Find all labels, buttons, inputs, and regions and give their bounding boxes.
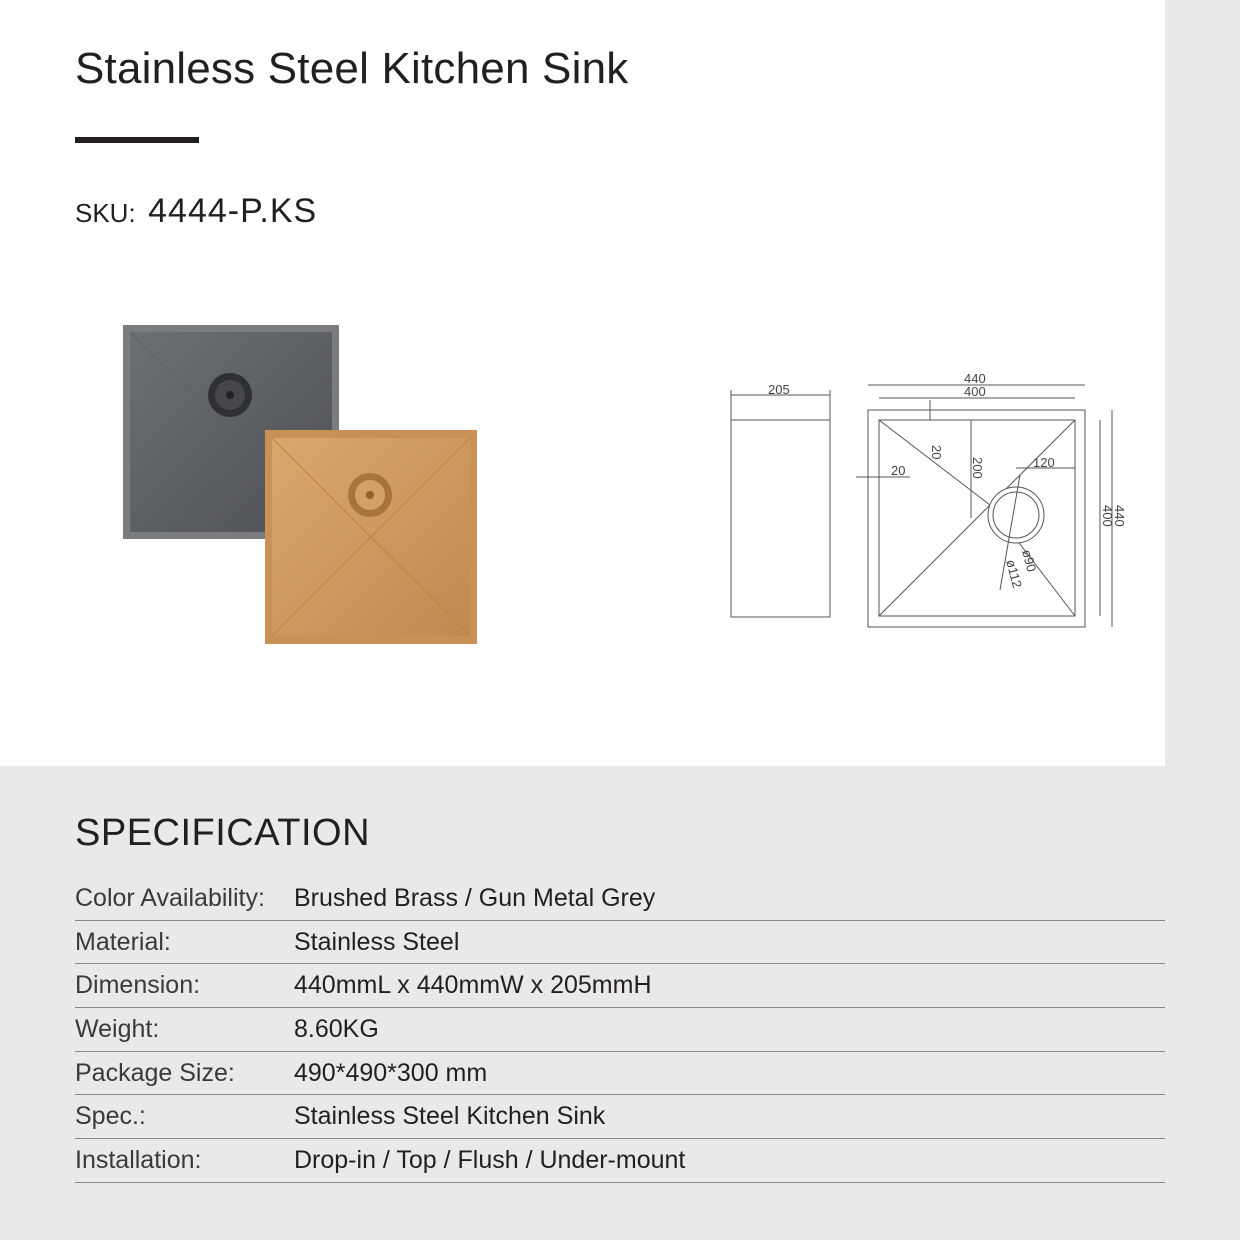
dim-top-margin: 20 [929, 445, 944, 460]
dim-drain-d1: ø90 [1019, 547, 1040, 574]
spec-value: Stainless Steel Kitchen Sink [294, 1102, 606, 1131]
spec-label: Material: [75, 927, 171, 956]
dim-side-width: 205 [768, 382, 790, 397]
spec-row [75, 877, 1165, 921]
spec-label: Dimension: [75, 971, 201, 1000]
spec-value: Stainless Steel [294, 927, 460, 956]
spec-row [75, 921, 1165, 965]
spec-value: Brushed Brass / Gun Metal Grey [294, 884, 656, 912]
spec-row [75, 1008, 1165, 1052]
spec-row [75, 1095, 1165, 1139]
dim-inner-width: 400 [964, 384, 986, 399]
dim-drain-y: 200 [970, 457, 985, 479]
specification-heading: SPECIFICATION [75, 812, 371, 854]
page-title: Stainless Steel Kitchen Sink [75, 44, 629, 93]
dim-inner-height: 400 [1100, 505, 1115, 527]
dim-drain-x: 120 [1033, 455, 1055, 470]
spec-label: Spec.: [75, 1102, 146, 1131]
spec-value: 8.60KG [294, 1015, 379, 1044]
dim-outer-width: 440 [964, 371, 986, 386]
sku-line [75, 192, 317, 231]
dim-left-margin: 20 [891, 463, 906, 478]
title-underline [75, 137, 199, 143]
technical-drawing [720, 365, 1130, 635]
spec-value: Drop-in / Top / Flush / Under-mount [294, 1146, 686, 1175]
spec-label: Weight: [75, 1015, 160, 1044]
spec-value: 440mmL x 440mmW x 205mmH [294, 971, 652, 1000]
spec-row [75, 1139, 1165, 1183]
dim-outer-height: 440 [1112, 505, 1127, 527]
spec-label: Installation: [75, 1146, 202, 1175]
sku-value: 4444-P.KS [148, 192, 318, 230]
spec-label: Package Size: [75, 1058, 235, 1087]
spec-row [75, 1052, 1165, 1096]
sku-label: SKU: [75, 198, 136, 228]
spec-value: 490*490*300 mm [294, 1058, 488, 1087]
dim-drain-d2: ø112 [1003, 557, 1026, 590]
spec-label: Color Availability: [75, 884, 265, 912]
spec-row [75, 964, 1165, 1008]
brushed-brass-sink [265, 430, 477, 644]
product-photo [120, 320, 485, 650]
specification-table [75, 877, 1165, 1183]
